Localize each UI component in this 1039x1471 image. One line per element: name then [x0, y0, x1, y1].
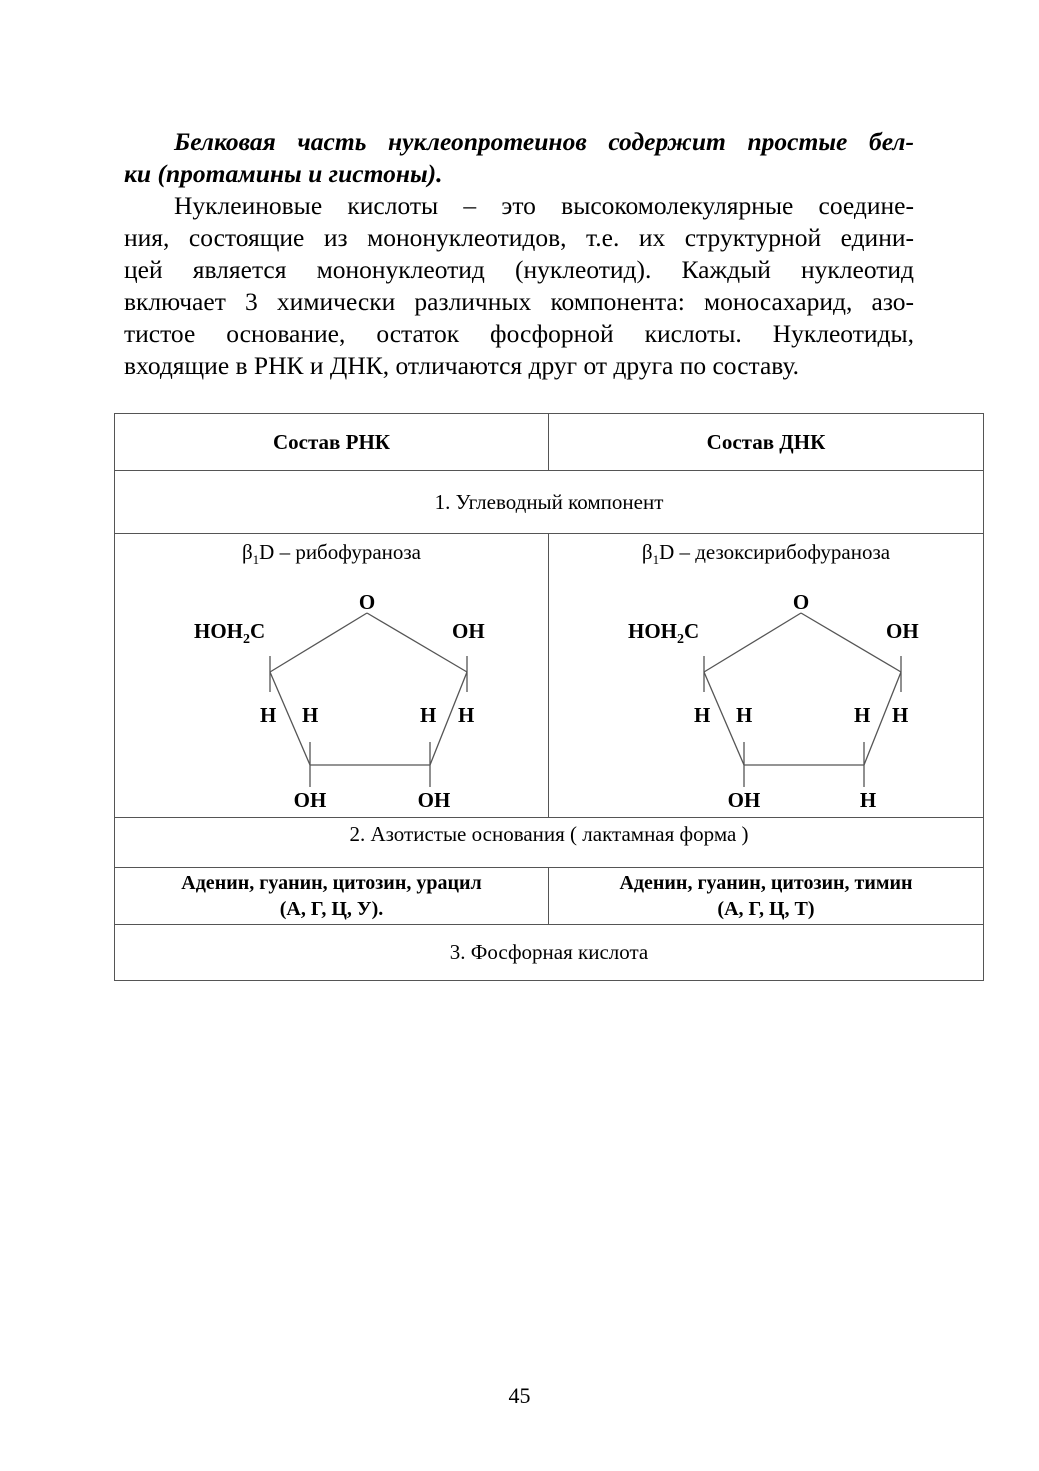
hydrogen-label: H: [457, 703, 474, 727]
text-line: Нуклеиновые кислоты – это высокомолекулярные соедине-: [174, 191, 914, 220]
ribofuranose-structure: [122, 566, 542, 816]
text-line: включает 3 химически различных компонента: моносахарид, азо-: [124, 287, 914, 316]
c2-substituent-label: OH: [417, 788, 450, 812]
c5-group-label: $HOH_2C$: [193, 619, 265, 647]
section-phosphoric-acid: 3. Фосфорная кислота: [115, 925, 984, 981]
text-line: цей является мононуклеотид (нуклеотид). Каждый нуклеотид: [124, 255, 914, 284]
hydrogen-label: H: [694, 703, 711, 727]
c1-oh-label: OH: [451, 619, 485, 643]
rna-sugar-name: $\beta_1D$ – рибофураноза: [241, 540, 422, 568]
composition-table: [114, 413, 984, 981]
section-carbohydrate: 1. Углеводный компонент: [115, 471, 984, 534]
header-rna: Состав РНК: [115, 414, 549, 471]
header-dna: Состав ДНК: [549, 414, 984, 471]
hydrogen-label: H: [854, 703, 871, 727]
page-number: 45: [508, 1383, 531, 1408]
ring-oxygen-label: O: [358, 590, 375, 614]
deoxyribofuranose-structure: [556, 566, 976, 816]
body-paragraph: [124, 190, 914, 382]
c3-substituent-label: OH: [293, 788, 326, 812]
dna-bases: [549, 868, 984, 925]
c2-substituent-label: H: [859, 788, 877, 812]
intro-paragraph: [124, 126, 914, 190]
hydrogen-label: H: [259, 703, 276, 727]
dna-bases-letters: (А, Г, Ц, Т): [717, 898, 815, 920]
dna-sugar-cell: [549, 534, 984, 818]
text-line: ки (протамины и гистоны).: [124, 159, 443, 188]
text-line: ния, состоящие из мононуклеотидов, т.е. их структурной едини-: [124, 223, 914, 252]
rna-bases: [115, 868, 549, 925]
ring-bond: [704, 613, 801, 672]
hydrogen-label: H: [419, 703, 436, 727]
text-line: тистое основание, остаток фосфорной кислоты. Нуклеотиды,: [124, 319, 914, 348]
ring-bond: [270, 613, 367, 672]
c3-substituent-label: OH: [727, 788, 761, 812]
rna-bases-names: Аденин, гуанин, цитозин, урацил: [181, 872, 482, 894]
hydrogen-label: H: [736, 703, 753, 727]
hydrogen-label: H: [301, 703, 318, 727]
section-nitrogenous-bases: 2. Азотистые основания ( лактамная форма ): [115, 818, 984, 868]
hydrogen-label: H: [892, 703, 909, 727]
text-line: Белковая часть нуклеопротеинов содержит простые бел-: [174, 127, 914, 156]
rna-bases-letters: (А, Г, Ц, У).: [279, 898, 384, 920]
c5-group-label: $HOH_2C$: [628, 619, 700, 647]
dna-sugar-name: $\beta_1D$ – дезоксирибофураноза: [641, 540, 891, 568]
c1-oh-label: OH: [886, 619, 919, 643]
dna-bases-names: Аденин, гуанин, цитозин, тимин: [619, 872, 913, 894]
text-line: входящие в РНК и ДНК, отличаются друг от друга по составу.: [124, 351, 800, 380]
ring-oxygen-label: O: [792, 590, 810, 614]
rna-sugar-cell: [115, 534, 549, 818]
